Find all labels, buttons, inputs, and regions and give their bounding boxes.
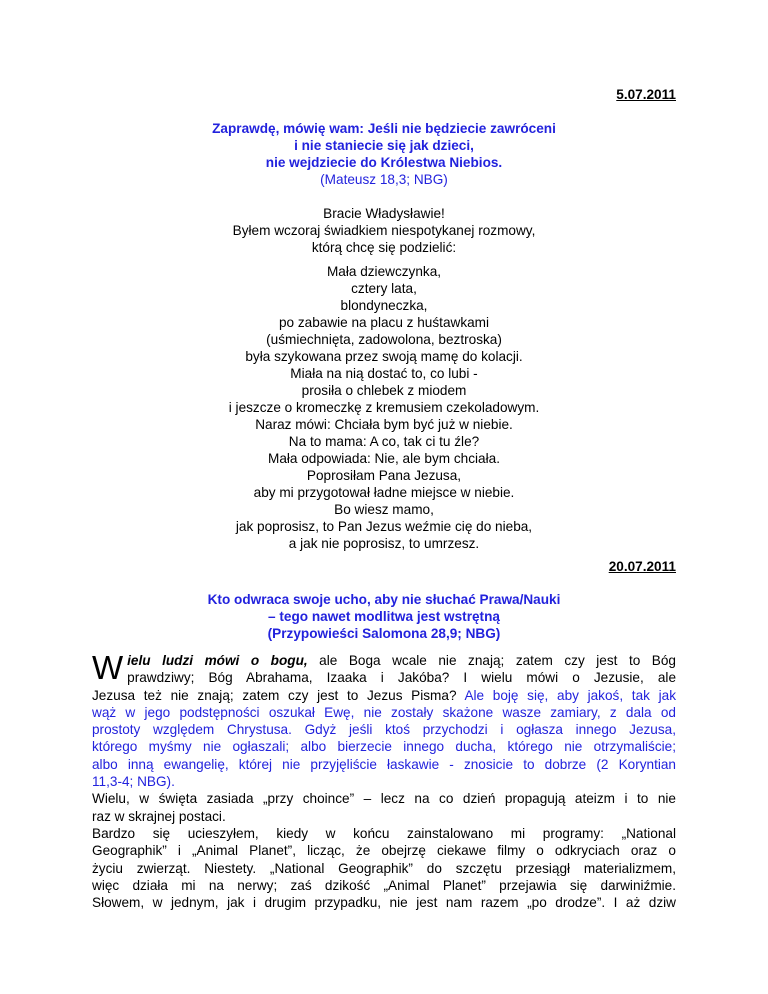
scripture-inline: Ale boję się, aby jakoś, tak jak — [464, 687, 676, 703]
text-run: ale Boga wcale nie znają; zatem czy jest to Bóg — [307, 653, 676, 668]
story-line: Mała odpowiada: Nie, ale bym chciała. — [268, 451, 500, 466]
entry-date: 5.07.2011 — [616, 87, 676, 102]
story-line: Miała na nią dostać to, co lubi - — [290, 366, 478, 381]
paragraph-line: Wielu, w święta zasiada „przy choince” – lecz na co dzień propagują ateizm i to nie — [92, 791, 676, 807]
story-line: a jak nie poprosisz, to umrzesz. — [288, 536, 480, 551]
story-line: blondyneczka, — [340, 298, 428, 313]
quote-line: – tego nawet modlitwa jest wstrętną — [268, 609, 500, 624]
greeting-line: Byłem wczoraj świadkiem niespotykanej rozmowy, — [232, 223, 536, 238]
quote-line: i nie staniecie się jak dzieci, — [294, 138, 474, 153]
story-line: Naraz mówi: Chciała bym być już w niebie. — [255, 417, 513, 432]
paragraph-line: prawdziwy; Bóg Abrahama, Izaaka i Jakóba? I wielu mówi o Jezusie, ale — [127, 670, 676, 686]
paragraph-line — [92, 652, 676, 669]
drop-cap: W — [92, 649, 124, 686]
scripture-inline-line: którego myśmy nie ogłaszali; albo bierzecie innego ducha, którego nie otrzymaliście; — [92, 739, 676, 755]
entry-date: 20.07.2011 — [608, 559, 676, 574]
story-poem — [92, 263, 676, 552]
paragraph-line: Bardzo się ucieszyłem, kiedy w końcu zainstalowano mi programy: „National — [92, 825, 676, 841]
story-line: aby mi przygotował ładne miejsce w niebie. — [253, 485, 515, 500]
quote-line: Kto odwraca swoje ucho, aby nie słuchać Prawa/Nauki — [207, 592, 561, 607]
story-line: (uśmiechnięta, zadowolona, beztroska) — [266, 332, 502, 347]
story-line: Na to mama: A co, tak ci tu źle? — [288, 434, 480, 449]
greeting — [92, 205, 676, 256]
quote-line: nie wejdziecie do Królestwa Niebios. — [265, 155, 503, 170]
paragraph-line: Geographik” i „Animal Planet”, licząc, że obejrzę ciekawe filmy o odkryciach oraz o — [92, 843, 676, 859]
paragraph-line: raz w skrajnej postaci. — [92, 808, 226, 824]
scripture-inline-line: prostoty względem Chrystusa. Gdyż jeśli ktoś przychodzi i ogłasza innego Jezusa, — [92, 722, 676, 738]
greeting-line: którą chcę się podzielić: — [311, 240, 457, 255]
story-line: po zabawie na placu z huśtawkami — [278, 315, 490, 330]
lead-phrase: ielu ludzi mówi o bogu, — [127, 653, 308, 668]
story-line: Mała dziewczynka, — [326, 264, 442, 279]
quote-line: (Przypowieści Salomona 28,9; NBG) — [267, 626, 501, 641]
story-line: jak poprosisz, to Pan Jezus weźmie cię do nieba, — [235, 519, 533, 534]
greeting-line: Bracie Władysławie! — [323, 206, 445, 221]
body-paragraph — [92, 649, 676, 911]
quote-line: Zaprawdę, mówię wam: Jeśli nie będziecie zawróceni — [212, 121, 556, 136]
story-line: cztery lata, — [351, 281, 417, 296]
scripture-inline-line: wąż w jego podstępności oszukał Ewę, nie zostały skażone wasze zamiary, z dala od — [92, 704, 676, 720]
scripture-quote — [92, 591, 676, 642]
text-run: Jezusa też nie znają; zatem czy jest to Jezus Pisma? — [92, 687, 465, 703]
paragraph-line — [92, 687, 676, 704]
scripture-reference: (Mateusz 18,3; NBG) — [320, 172, 448, 187]
story-line: i jeszcze o kromeczkę z kremusiem czekoladowym. — [228, 400, 540, 415]
story-line: była szykowana przez swoją mamę do kolacji. — [245, 349, 523, 364]
scripture-inline-line: 11,3-4; NBG). — [92, 774, 175, 790]
paragraph-line: życiu zwierząt. Niestety. „National Geographik” do szczętu przesiągł materializmem, — [92, 860, 676, 876]
story-line: Bo wiesz mamo, — [334, 502, 434, 517]
paragraph-line: Słowem, w jednym, jak i drugim przypadku, nie jest nam razem „po drodze”. I aż dziw — [92, 895, 676, 911]
scripture-inline-line: albo inną ewangelię, której nie przyjęliście łaskawie - znosicie to dobrze (2 Koryntian — [92, 756, 676, 772]
story-line: Poprosiłam Pana Jezusa, — [306, 468, 462, 483]
paragraph-line: więc działa mi na nerwy; zaś dzikość „Animal Planet” przejawia się darwiniźmie. — [92, 877, 676, 893]
story-line: prosiła o chlebek z miodem — [301, 383, 467, 398]
scripture-quote — [92, 120, 676, 171]
